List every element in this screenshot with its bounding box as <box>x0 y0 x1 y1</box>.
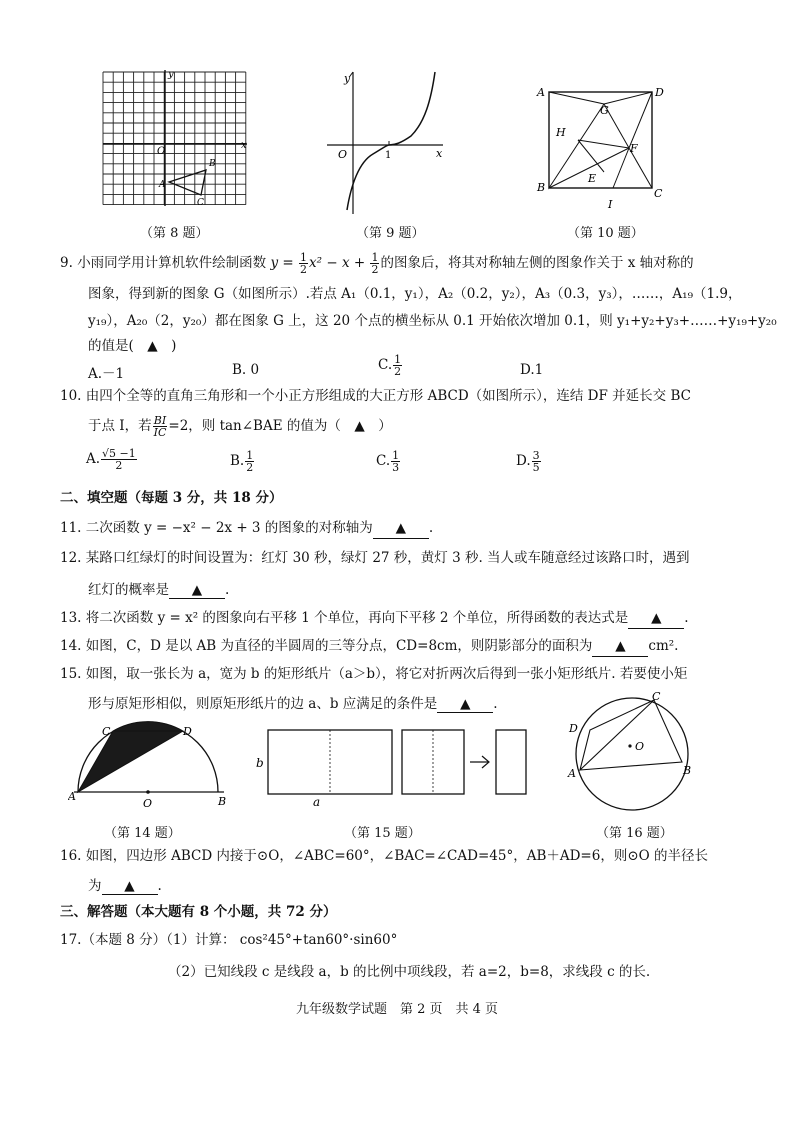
q9-option-c: C. $\frac{1}{2}$ <box>378 353 402 378</box>
figure-9-graph <box>325 70 450 216</box>
fig14-label-d: D <box>183 725 192 738</box>
fig9-label-o: O <box>338 148 348 161</box>
fig8-label-a: A <box>159 180 166 190</box>
figure-10-square <box>534 84 670 212</box>
fig14-label-b: B <box>218 795 227 808</box>
fig14-label-o: O <box>143 797 153 810</box>
fig10-label-g: G <box>600 104 609 117</box>
fig10-label-e: E <box>588 172 597 185</box>
fraction: $\frac{1}{2}$ <box>300 251 308 276</box>
question-13: 13. 将二次函数 y = x² 的图象向右平移 1 个单位，再向下平移 2 个单位，所得函数的表达式是 ▲ . <box>60 608 689 629</box>
answer-blank: ▲ <box>592 636 648 657</box>
fig14-label-a: A <box>68 790 76 803</box>
caption-fig8: （第 8 题） <box>140 226 209 241</box>
section-3-heading: 三、解答题（本大题有 8 个小题，共 72 分） <box>60 904 337 920</box>
q10-option-d: D. $\frac{3}{5}$ <box>516 449 540 474</box>
fig15-label-b: b <box>256 756 264 770</box>
fig16-label-d: D <box>569 722 578 735</box>
expression: cos²45°+tan60°·sin60° <box>239 932 398 948</box>
fig10-label-c: C <box>654 187 663 200</box>
q10-option-a: A. $\frac{√5 -1}{2}$ <box>86 447 136 472</box>
page-footer: 九年级数学试题 第 2 页 共 4 页 <box>295 1002 499 1017</box>
q10-option-c: C. $\frac{1}{3}$ <box>376 449 400 474</box>
fig9-label-one: 1 <box>385 150 392 161</box>
fig10-label-i: I <box>608 198 613 211</box>
question-10-line2: 于点 I，若 $\frac{BI}{IC}$ =2，则 tan∠BAE 的值为（ ▲ ） <box>88 414 392 439</box>
shaded-region <box>78 722 183 792</box>
answer-blank: ▲ <box>373 518 429 539</box>
fig10-label-b: B <box>537 181 546 194</box>
curve-g <box>347 72 435 210</box>
caption-fig10: （第 10 题） <box>567 226 644 241</box>
fraction: $\frac{1}{2}$ <box>371 251 379 276</box>
figure-8-grid <box>95 68 255 210</box>
fig8-label-x: x <box>241 140 247 151</box>
fig8-label-b: B <box>209 159 216 169</box>
fig16-label-c: C <box>652 692 661 703</box>
caption-fig15: （第 15 题） <box>344 826 421 841</box>
question-10-line1: 10. 由四个全等的直角三角形和一个小正方形组成的大正方形 ABCD（如图所示），连结 DF 并延长交 BC <box>60 388 691 404</box>
caption-fig16: （第 16 题） <box>596 826 673 841</box>
fig8-label-c: C <box>197 198 204 208</box>
question-15-line1: 15. 如图，取一张长为 a，宽为 b 的矩形纸片（a＞b），将它对折两次后得到一张小矩形纸片. 若要使小矩 <box>60 666 688 682</box>
fig16-label-b: B <box>683 764 692 777</box>
question-9-line2: 图象，得到新的图象 G（如图所示）.若点 A₁（0.1，y₁），A₂（0.2，y₂），A₃（0.3，y₃），……，A₁₉（1.9， <box>88 286 742 302</box>
fig16-label-a: A <box>568 767 576 780</box>
answer-blank: ▲ <box>628 608 684 629</box>
fig9-label-x: x <box>436 147 443 160</box>
fig8-label-y: y <box>168 69 174 80</box>
figure-15-rectangles <box>252 726 532 810</box>
fig16-label-o: O <box>635 740 645 753</box>
q9-option-b: B. 0 <box>232 362 260 378</box>
q10-option-b: B. $\frac{1}{2}$ <box>230 449 254 474</box>
answer-blank: ▲ <box>102 878 158 895</box>
fig14-label-c: C <box>102 725 111 738</box>
question-17-line2: （2）已知线段 c 是线段 a，b 的比例中项线段，若 a=2，b=8，求线段 c 的长. <box>168 964 651 980</box>
question-16-line1: 16. 如图，四边形 ABCD 内接于⊙O，∠ABC=60°，∠BAC=∠CAD=45°，AB＋AD=6，则⊙O 的半径长 <box>60 848 709 864</box>
fig10-label-d: D <box>655 86 664 99</box>
question-16-line2: 为 ▲ . <box>88 878 162 894</box>
section-2-heading: 二、填空题（每题 3 分，共 18 分） <box>60 490 283 506</box>
caption-fig9: （第 9 题） <box>356 226 425 241</box>
question-9-line1: 9. 小雨同学用计算机软件绘制函数 y = $\frac{1}{2}$ x² − x + $\frac{1}{2}$ 的图象后，将其对称轴左侧的图象作关于 x 轴对称的 <box>60 251 694 276</box>
q9-option-d: D.1 <box>520 362 544 378</box>
q9-option-a: A.－1 <box>88 366 125 382</box>
figure-14-semicircle <box>68 720 238 812</box>
fig8-label-o: O <box>157 146 166 157</box>
fig9-label-y: y <box>344 72 351 85</box>
fig10-label-f: F <box>630 142 638 155</box>
question-9-number: 9. <box>60 255 73 271</box>
question-14: 14. 如图，C，D 是以 AB 为直径的半圆周的三等分点，CD=8cm，则阴影部分的面积为 ▲ cm². <box>60 636 678 657</box>
figure-16-circle <box>566 692 706 818</box>
question-9-line3: y₁₉），A₂₀（2，y₂₀）都在图象 G 上，这 20 个点的横坐标从 0.1 开始依次增加 0.1，则 y₁+y₂+y₃+……+y₁₉+y₂₀ <box>88 313 777 329</box>
fraction: $\frac{BI}{IC}$ <box>153 414 167 439</box>
fig10-label-a: A <box>537 86 545 99</box>
question-12-line1: 12. 某路口红绿灯的时间设置为：红灯 30 秒，绿灯 27 秒，黄灯 3 秒. 当人或车随意经过该路口时，遇到 <box>60 550 690 566</box>
fig10-label-h: H <box>556 126 566 139</box>
caption-fig14: （第 14 题） <box>104 826 181 841</box>
question-10-number: 10. <box>60 388 82 404</box>
answer-blank: ▲ <box>169 582 225 599</box>
answer-blank: ▲ <box>437 696 493 713</box>
fig15-label-a: a <box>313 795 321 809</box>
question-12-line2: 红灯的概率是 ▲ . <box>88 582 230 598</box>
question-17-line1: 17.（本题 8 分）（1）计算： cos²45°+tan60°·sin60° <box>60 932 398 948</box>
question-15-line2: 形与原矩形相似，则原矩形纸片的边 a、b 应满足的条件是 ▲ . <box>88 696 498 712</box>
question-11: 11. 二次函数 y = −x² − 2x + 3 的图象的对称轴为 ▲ . <box>60 518 433 539</box>
question-9-line4: 的值是( ▲ ) <box>88 338 177 354</box>
